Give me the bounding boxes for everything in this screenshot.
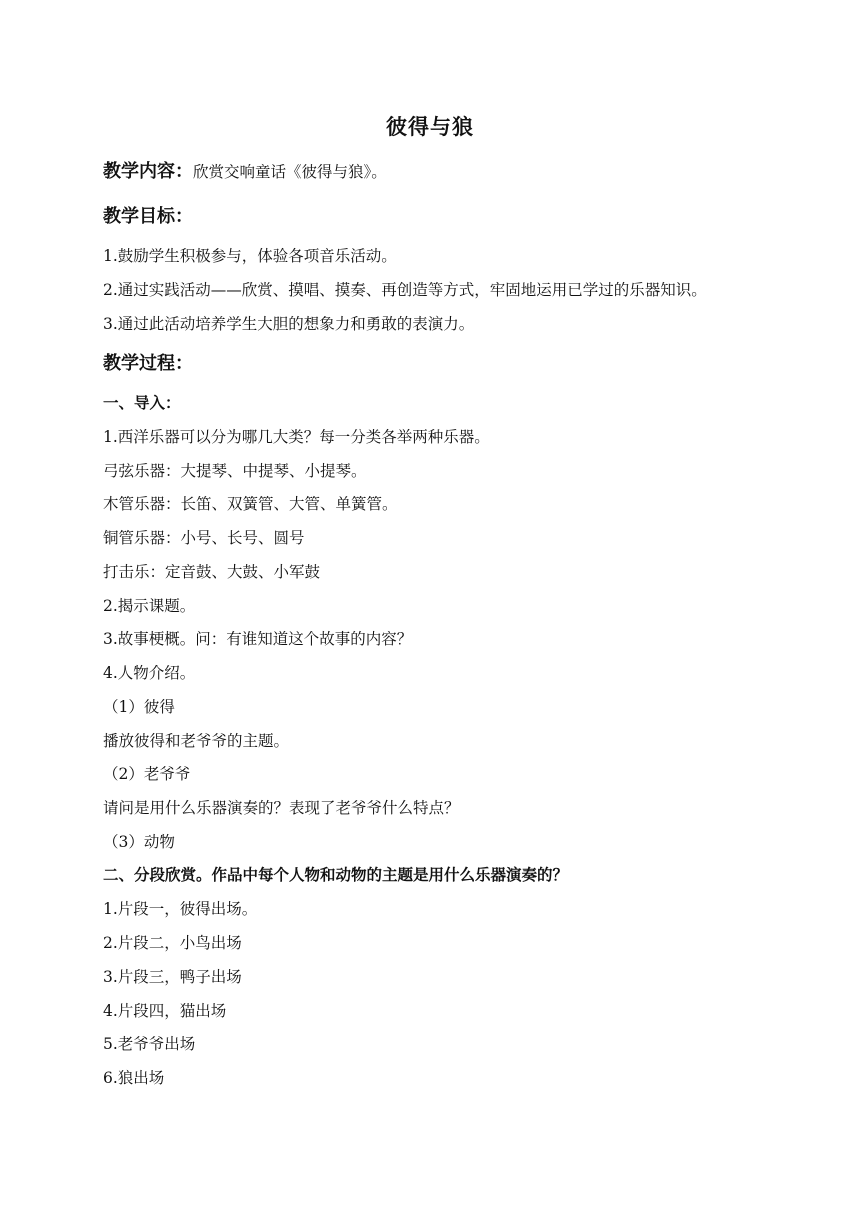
teaching-content-text: 欣赏交响童话《彼得与狼》。	[193, 163, 387, 181]
part1-heading: 一、导入：	[103, 394, 181, 412]
part2-line: 3.片段三，鸭子出场	[103, 968, 242, 986]
part1-line: 1.西洋乐器可以分为哪几大类？每一分类各举两种乐器。	[103, 428, 490, 446]
part1-line: 铜管乐器：小号、长号、圆号	[103, 529, 305, 547]
part1-line: 4.人物介绍。	[103, 664, 196, 682]
goals-heading: 教学目标：	[103, 206, 193, 227]
part2-line: 2.片段二，小鸟出场	[103, 934, 242, 952]
goal-item: 1.鼓励学生积极参与，体验各项音乐活动。	[103, 247, 397, 265]
part2-line: 5.老爷爷出场	[103, 1035, 196, 1053]
teaching-content-label: 教学内容：	[103, 161, 193, 182]
process-heading: 教学过程：	[103, 353, 193, 374]
document-title: 彼得与狼	[386, 115, 474, 139]
goal-item: 3.通过此活动培养学生大胆的想象力和勇敢的表演力。	[103, 315, 475, 333]
part1-line: 3.故事梗概。问：有谁知道这个故事的内容？	[103, 630, 413, 648]
part2-line: 1.片段一，彼得出场。	[103, 900, 258, 918]
part2-line: 4.片段四，猫出场	[103, 1002, 227, 1020]
goal-item: 2.通过实践活动——欣赏、摸唱、摸奏、再创造等方式，牢固地运用已学过的乐器知识。	[103, 281, 707, 299]
part1-line: 木管乐器：长笛、双簧管、大管、单簧管。	[103, 495, 398, 513]
part1-line: （1）彼得	[103, 698, 175, 716]
part1-line: 播放彼得和老爷爷的主题。	[103, 732, 290, 750]
part1-line: 2.揭示课题。	[103, 597, 196, 615]
part2-line: 6.狼出场	[103, 1069, 165, 1087]
part1-line: （3）动物	[103, 833, 175, 851]
part1-line: 打击乐：定音鼓、大鼓、小军鼓	[103, 563, 321, 581]
part1-line: 请问是用什么乐器演奏的？表现了老爷爷什么特点？	[103, 799, 460, 817]
teaching-content-line	[103, 161, 387, 183]
part1-line: 弓弦乐器：大提琴、中提琴、小提琴。	[103, 462, 367, 480]
part2-heading: 二、分段欣赏。作品中每个人物和动物的主题是用什么乐器演奏的？	[103, 866, 569, 884]
part1-line: （2）老爷爷	[103, 765, 191, 783]
